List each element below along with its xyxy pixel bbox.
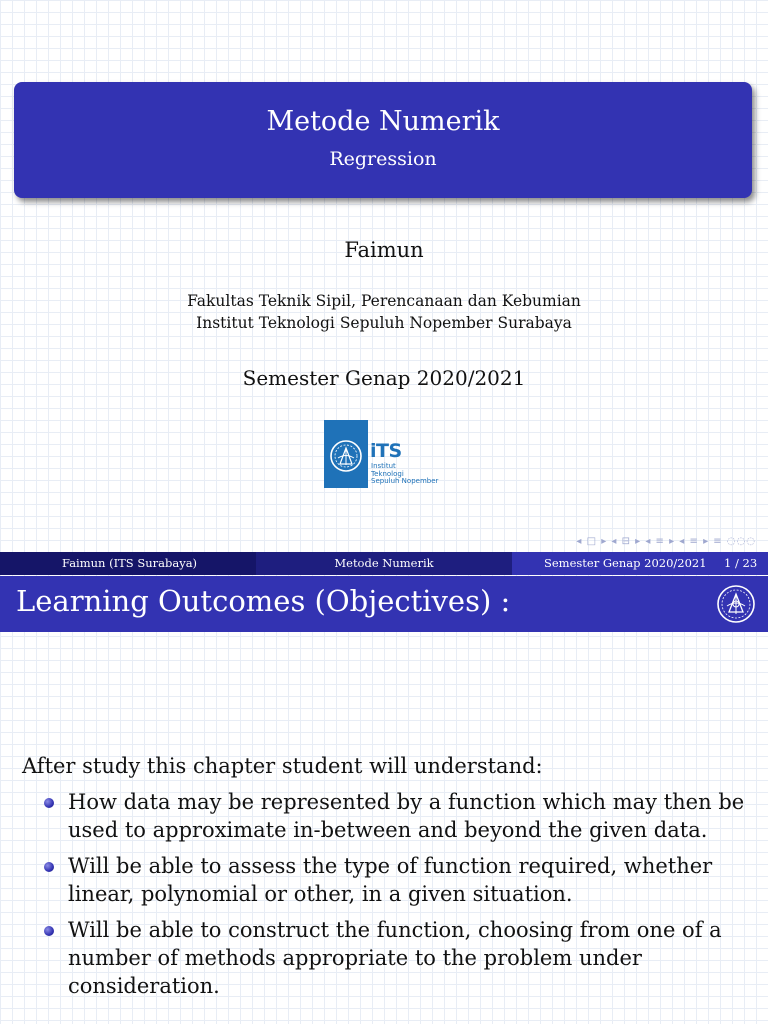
beamer-navigation-icons[interactable]: ◂ □ ▸ ◂ ⊟ ▸ ◂ ≡ ▸ ◂ ≡ ▸ ≡ ◌◌◌ (576, 536, 756, 547)
its-logo (324, 420, 444, 488)
frame-title: Learning Outcomes (Objectives) : (16, 584, 511, 618)
list-item-text: Will be able to assess the type of function required, whether linear, polynomial or other, in a given situation. (68, 854, 713, 906)
its-logo-text (371, 463, 438, 486)
footer-date-section (512, 552, 768, 575)
footer-date: Semester Genap 2020/2021 (544, 556, 707, 570)
footer-page-number: 1 / 23 (724, 556, 758, 570)
author-name: Faimun (344, 238, 424, 262)
presentation-subtitle: Regression (329, 148, 437, 170)
its-logo-line: Institut (371, 462, 396, 470)
list-item (44, 916, 756, 1000)
bullet-icon (44, 926, 54, 936)
its-logo-line: Teknologi (371, 469, 404, 478)
footer-title: Metode Numerik (334, 556, 434, 570)
presentation-date: Semester Genap 2020/2021 (242, 366, 526, 390)
footer-author: Faimun (ITS Surabaya) (62, 556, 198, 570)
its-logo-line: Sepuluh Nopember (371, 477, 439, 485)
footer-title-section (256, 552, 512, 575)
bullet-icon (44, 798, 54, 808)
institution (0, 290, 768, 334)
bullet-icon (44, 862, 54, 872)
its-wordmark: iTS (370, 440, 402, 462)
list-item-text: How data may be represented by a function which may then be used to approximate in-between and beyond the given data. (68, 790, 745, 842)
slide-footer (0, 552, 768, 575)
list-item-text: Will be able to construct the function, choosing from one of a number of methods appropriate to the problem under consideration. (68, 918, 722, 998)
institution-line: Institut Teknologi Sepuluh Nopember Surabaya (196, 314, 572, 332)
institution-line: Fakultas Teknik Sipil, Perencanaan dan Kebumian (187, 292, 581, 310)
its-seal-icon (716, 584, 756, 624)
presentation-title: Metode Numerik (266, 106, 500, 137)
list-item (44, 852, 756, 908)
frame-title-bar (0, 576, 768, 632)
footer-author-section (0, 552, 256, 575)
its-seal-icon (324, 420, 368, 488)
title-box (14, 82, 752, 198)
intro-text: After study this chapter student will understand: (22, 754, 543, 778)
objectives-list (44, 788, 756, 1008)
list-item (44, 788, 756, 844)
